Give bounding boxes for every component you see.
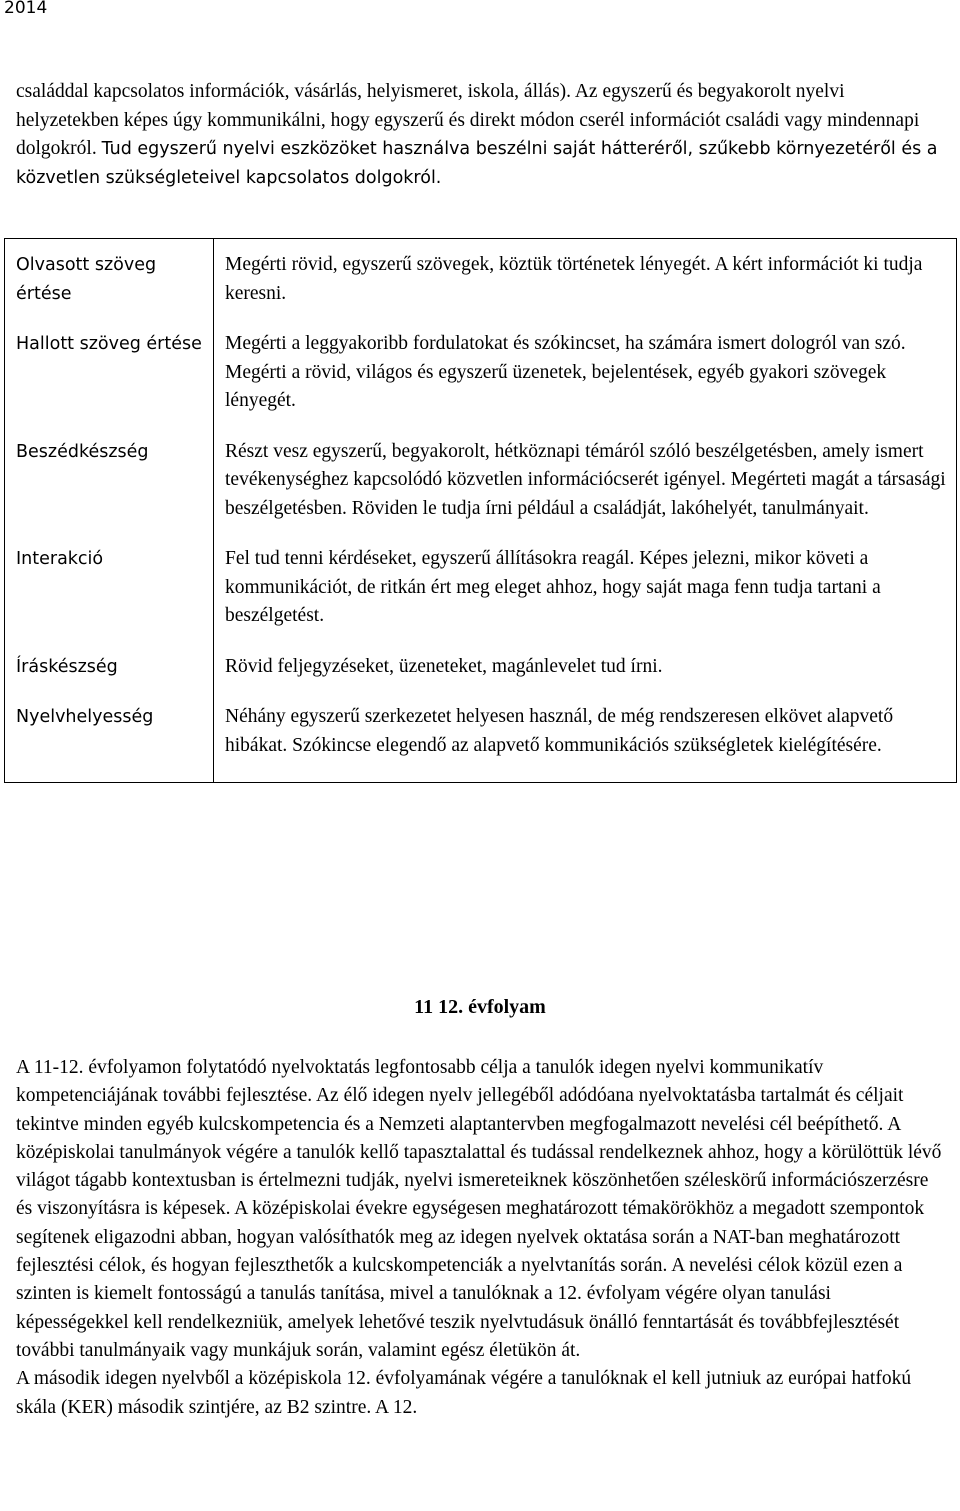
skill-label: Beszédkészség <box>16 441 149 462</box>
skill-label: Íráskészség <box>16 656 118 677</box>
skill-description: Néhány egyszerű szerkezetet helyesen használ, de még rendszeresen elkövet alapvető hibákat. Szókincse elegendő az alapvető kommunikációs szükségletek kielégítésére. <box>225 706 894 756</box>
skill-label: Interakció <box>16 549 104 569</box>
skill-label: Nyelvhelyesség <box>16 707 154 727</box>
skill-description-cell <box>214 641 957 692</box>
skills-table <box>4 238 957 783</box>
table-row <box>5 239 957 319</box>
skill-label: Hallott szöveg értése <box>16 334 202 354</box>
skill-description-cell <box>214 318 957 426</box>
skill-label-cell <box>5 691 214 783</box>
section-title: 11 12. évfolyam <box>414 996 546 1018</box>
page-year-header: 2014 <box>4 0 48 18</box>
body-paragraph: A 11-12. évfolyamon folytatódó nyelvoktatás legfontosabb célja a tanulók idegen nyelvi kommunikatív kompetenciájának további fejlesztése. Az élő idegen nyelv jellegéből adódóana nyelvoktatásba tartalmát és céljait tekintve minden egyéb kulcskompetencia és a Nemzeti alaptantervben megfogalmazott nevelési cél beépíthető. A középiskolai tanulmányok végére a tanulók kellő tapasztalattal és tudással rendelkeznek ahhoz, hogy a körülöttük lévő világot tágabb kontextusban is értelmezni tudják, nyelvi ismereteiknek köszönhetően széleskörű információszerzésre és viszonyításra is képesek. A középiskolai évekre egységesen meghatározott témakörökhöz a megadott szempontok segítenek eligazodni abban, hogyan valósíthatók meg az idegen nyelvek oktatása során a NAT-ban meghatározott fejlesztési célok, és hogyan fejleszthetők a kulcskompetenciák a nyelvtanítás során. A nevelési célok közül ezen a szinten is kiemelt fontosságú a tanulás tanítása, mivel a tanulóknak a 12. évfolyam végére olyan tanulási képességekkel kell rendelkezniük, amelyek lehetővé teszik nyelvtudásuk önálló fenntartását és továbbfejlesztését további tanulmányaik vagy munkájuk során, valamint egész életükön át. <box>16 1057 942 1361</box>
intro-paragraph <box>16 78 946 192</box>
table-row <box>5 533 957 641</box>
skill-description: Megérti a leggyakoribb fordulatokat és szókincset, ha számára ismert dologról van szó. Megérti a rövid, világos és egyszerű üzenetek, bejelentések, egyéb gyakori szövegek lényegét. <box>225 333 906 411</box>
skill-label-cell <box>5 239 214 319</box>
skill-description-cell <box>214 533 957 641</box>
skill-label-cell <box>5 426 214 534</box>
skill-description-cell <box>214 426 957 534</box>
skill-label-cell <box>5 641 214 692</box>
table-row <box>5 641 957 692</box>
section-body <box>16 1054 944 1422</box>
skill-description-cell <box>214 691 957 783</box>
table-row <box>5 691 957 783</box>
skill-description-cell <box>214 239 957 319</box>
skill-description: Fel tud tenni kérdéseket, egyszerű állításokra reagál. Képes jelezni, mikor követi a kommunikációt, de ritkán ért meg eleget ahhoz, hogy saját maga fenn tudja tartani a beszélgetést. <box>225 548 881 626</box>
skill-description: Rövid feljegyzéseket, üzeneteket, magánlevelet tud írni. <box>225 655 663 677</box>
table-row <box>5 318 957 426</box>
skill-description: Megérti rövid, egyszerű szövegek, köztük történetek lényegét. A kért információt ki tudja keresni. <box>225 254 923 304</box>
table-row <box>5 426 957 534</box>
skill-label: Olvasott szöveg értése <box>16 255 157 304</box>
body-paragraph: A második idegen nyelvből a középiskola 12. évfolyamának végére a tanulóknak el kell jutniuk az európai hatfokú skála (KER) második szintjére, az B2 szintre. A 12. <box>16 1368 912 1418</box>
skill-description: Részt vesz egyszerű, begyakorolt, hétköznapi témáról szóló beszélgetésben, amely ismert tevékenységhez kapcsolódó közvetlen információcserét igényel. Megérteti magát a társasági beszélgetésben. Röviden le tudja írni például a családját, lakóhelyét, tanulmányait. <box>225 440 946 519</box>
skill-label-cell <box>5 533 214 641</box>
intro-text-serif: családdal kapcsolatos információk, vásárlás, helyismeret, iskola, állás). Az egyszerű és begyakorolt nyelvi helyzetekben képes úgy kommunikálni, hogy egyszerű és direkt módon cserél információt családi vagy mindennapi dolgokról. <box>16 81 920 159</box>
skill-label-cell <box>5 318 214 426</box>
intro-text-sans: Tud egyszerű nyelvi eszközöket használva beszélni saját hátteréről, szűkebb környezetéről és a közvetlen szükségleteivel kapcsolatos dolgokról. <box>16 139 938 188</box>
